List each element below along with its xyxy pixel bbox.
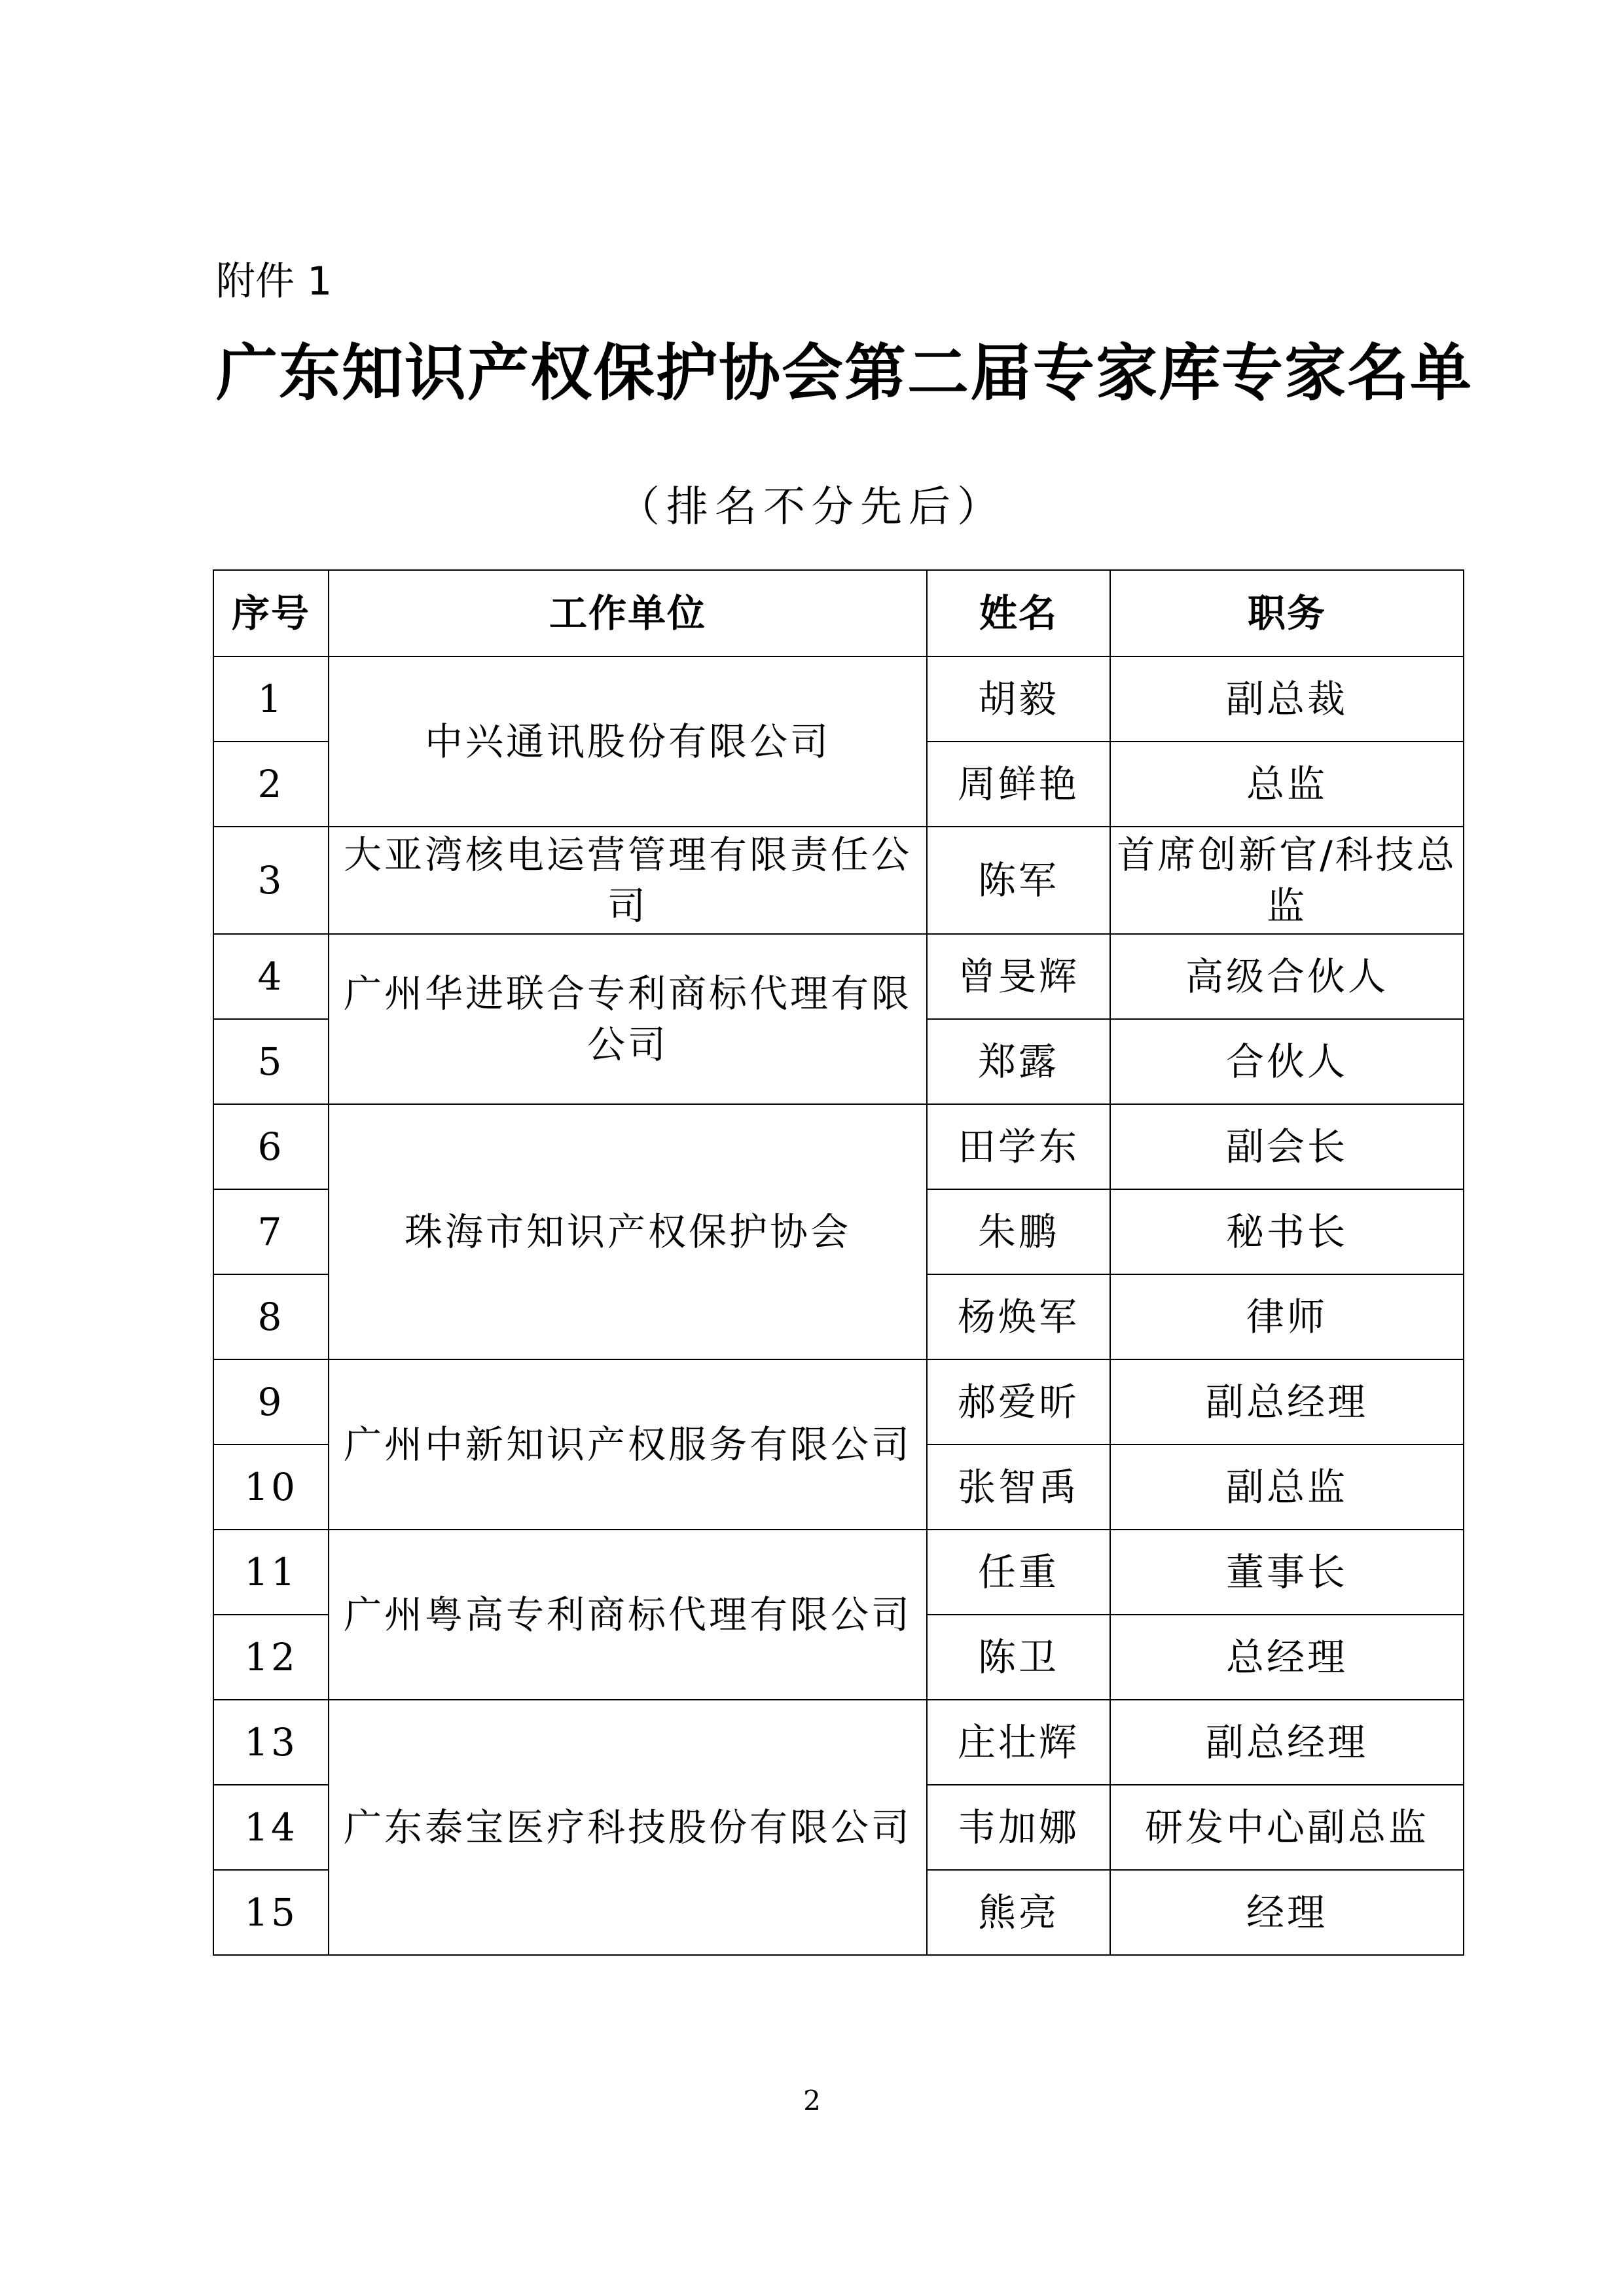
- cell-unit: 广东泰宝医疗科技股份有限公司: [329, 1700, 927, 1955]
- table-row: [213, 827, 1464, 934]
- cell-name: 韦加娜: [927, 1785, 1110, 1870]
- cell-unit: 广州华进联合专利商标代理有限公司: [329, 934, 927, 1104]
- cell-title: 副总经理: [1110, 1359, 1464, 1444]
- cell-title: 总监: [1110, 742, 1464, 827]
- cell-name: 郝爱昕: [927, 1359, 1110, 1444]
- table-row: [213, 934, 1464, 1019]
- cell-seq: 10: [213, 1444, 329, 1530]
- cell-title: 副总监: [1110, 1444, 1464, 1530]
- cell-name: 田学东: [927, 1104, 1110, 1189]
- cell-unit: 广州粤高专利商标代理有限公司: [329, 1530, 927, 1700]
- cell-title: 副会长: [1110, 1104, 1464, 1189]
- cell-title: 秘书长: [1110, 1189, 1464, 1274]
- cell-seq: 11: [213, 1530, 329, 1615]
- cell-title: 研发中心副总监: [1110, 1785, 1464, 1870]
- cell-unit: 广州中新知识产权服务有限公司: [329, 1359, 927, 1530]
- table-row: [213, 1359, 1464, 1444]
- cell-title: 合伙人: [1110, 1019, 1464, 1104]
- cell-title: 董事长: [1110, 1530, 1464, 1615]
- cell-seq: 15: [213, 1870, 329, 1955]
- table-row: [213, 656, 1464, 742]
- cell-name: 熊亮: [927, 1870, 1110, 1955]
- table-row: [213, 1104, 1464, 1189]
- cell-unit: 大亚湾核电运营管理有限责任公司: [329, 827, 927, 934]
- table-row: [213, 1700, 1464, 1785]
- page-number: 2: [803, 2085, 821, 2117]
- cell-seq: 7: [213, 1189, 329, 1274]
- cell-name: 张智禹: [927, 1444, 1110, 1530]
- attachment-label: 附件 1: [216, 259, 333, 304]
- cell-seq: 1: [213, 656, 329, 742]
- cell-name: 郑露: [927, 1019, 1110, 1104]
- expert-list-table: [213, 569, 1464, 1956]
- document-title: 广东知识产权保护协会第二届专家库专家名单: [216, 337, 1473, 409]
- cell-name: 周鲜艳: [927, 742, 1110, 827]
- document-subtitle: （排名不分先后）: [618, 483, 1005, 531]
- table-header-row: [213, 570, 1464, 656]
- cell-title: 副总经理: [1110, 1700, 1464, 1785]
- cell-name: 杨焕军: [927, 1274, 1110, 1359]
- table-row: [213, 1530, 1464, 1615]
- cell-title: 总经理: [1110, 1615, 1464, 1700]
- header-unit: 工作单位: [329, 570, 927, 656]
- cell-unit: 中兴通讯股份有限公司: [329, 656, 927, 827]
- cell-seq: 13: [213, 1700, 329, 1785]
- header-name: 姓名: [927, 570, 1110, 656]
- cell-seq: 6: [213, 1104, 329, 1189]
- cell-title: 经理: [1110, 1870, 1464, 1955]
- cell-seq: 14: [213, 1785, 329, 1870]
- cell-title: 律师: [1110, 1274, 1464, 1359]
- cell-name: 曾旻辉: [927, 934, 1110, 1019]
- cell-title: 首席创新官/科技总监: [1110, 827, 1464, 934]
- cell-name: 任重: [927, 1530, 1110, 1615]
- cell-seq: 4: [213, 934, 329, 1019]
- header-title: 职务: [1110, 570, 1464, 656]
- cell-name: 陈军: [927, 827, 1110, 934]
- cell-name: 朱鹏: [927, 1189, 1110, 1274]
- cell-seq: 5: [213, 1019, 329, 1104]
- cell-name: 胡毅: [927, 656, 1110, 742]
- cell-seq: 3: [213, 827, 329, 934]
- cell-unit: 珠海市知识产权保护协会: [329, 1104, 927, 1359]
- cell-seq: 8: [213, 1274, 329, 1359]
- cell-seq: 12: [213, 1615, 329, 1700]
- header-seq: 序号: [213, 570, 329, 656]
- cell-name: 陈卫: [927, 1615, 1110, 1700]
- cell-title: 高级合伙人: [1110, 934, 1464, 1019]
- cell-name: 庄壮辉: [927, 1700, 1110, 1785]
- cell-title: 副总裁: [1110, 656, 1464, 742]
- cell-seq: 2: [213, 742, 329, 827]
- cell-seq: 9: [213, 1359, 329, 1444]
